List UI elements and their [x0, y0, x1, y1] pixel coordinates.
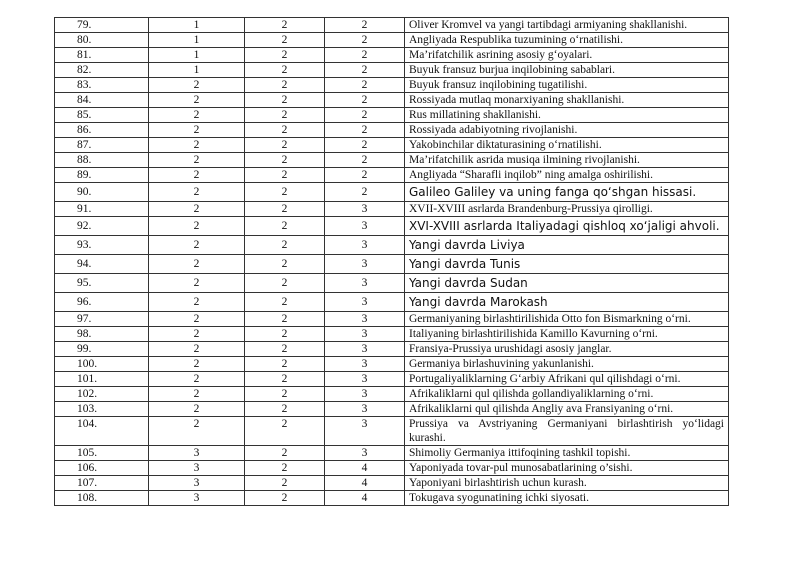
column-4-cell: 2	[325, 18, 405, 33]
column-3-cell: 2	[245, 48, 325, 63]
row-number-cell: 87.	[55, 138, 149, 153]
row-number-cell: 92.	[55, 217, 149, 236]
topic-cell: Shimoliy Germaniya ittifoqining tashkil topishi.	[405, 446, 729, 461]
column-2-cell: 2	[149, 217, 245, 236]
row-number-cell: 80.	[55, 33, 149, 48]
column-2-cell: 3	[149, 491, 245, 506]
column-3-cell: 2	[245, 18, 325, 33]
column-3-cell: 2	[245, 202, 325, 217]
topic-cell: Yakobinchilar diktaturasining o‘rnatilishi.	[405, 138, 729, 153]
table-row	[55, 63, 729, 78]
column-2-cell: 1	[149, 63, 245, 78]
table-row	[55, 342, 729, 357]
topic-cell: Yangi davrda Sudan	[405, 274, 729, 293]
row-number-cell: 107.	[55, 476, 149, 491]
column-4-cell: 2	[325, 153, 405, 168]
table-row	[55, 183, 729, 202]
table-row	[55, 48, 729, 63]
column-4-cell: 2	[325, 168, 405, 183]
table-row	[55, 402, 729, 417]
column-3-cell: 2	[245, 446, 325, 461]
topic-cell: Germaniya birlashuvining yakunlanishi.	[405, 357, 729, 372]
column-2-cell: 2	[149, 342, 245, 357]
table-row	[55, 93, 729, 108]
topic-cell: Portugaliyaliklarning G‘arbiy Afrikani qul qilishdagi o‘rni.	[405, 372, 729, 387]
column-3-cell: 2	[245, 123, 325, 138]
table-row	[55, 461, 729, 476]
column-3-cell: 2	[245, 327, 325, 342]
column-3-cell: 2	[245, 93, 325, 108]
column-2-cell: 2	[149, 108, 245, 123]
column-3-cell: 2	[245, 183, 325, 202]
row-number-cell: 89.	[55, 168, 149, 183]
table-row	[55, 446, 729, 461]
table-row	[55, 476, 729, 491]
column-2-cell: 2	[149, 183, 245, 202]
column-2-cell: 2	[149, 417, 245, 446]
topic-cell: Angliyada “Sharafli inqilob” ning amalga oshirilishi.	[405, 168, 729, 183]
topic-cell: Yangi davrda Liviya	[405, 236, 729, 255]
column-3-cell: 2	[245, 255, 325, 274]
table-row	[55, 153, 729, 168]
topic-cell: Yangi davrda Marokash	[405, 293, 729, 312]
topic-cell: Fransiya-Prussiya urushidagi asosiy janglar.	[405, 342, 729, 357]
row-number-cell: 93.	[55, 236, 149, 255]
column-3-cell: 2	[245, 168, 325, 183]
column-2-cell: 2	[149, 274, 245, 293]
table-row	[55, 274, 729, 293]
column-2-cell: 2	[149, 387, 245, 402]
column-2-cell: 2	[149, 293, 245, 312]
topic-cell: Germaniyaning birlashtirilishida Otto fon Bismarkning o‘rni.	[405, 312, 729, 327]
column-3-cell: 2	[245, 402, 325, 417]
row-number-cell: 102.	[55, 387, 149, 402]
column-3-cell: 2	[245, 293, 325, 312]
row-number-cell: 103.	[55, 402, 149, 417]
row-number-cell: 108.	[55, 491, 149, 506]
column-2-cell: 2	[149, 372, 245, 387]
column-3-cell: 2	[245, 153, 325, 168]
row-number-cell: 97.	[55, 312, 149, 327]
row-number-cell: 94.	[55, 255, 149, 274]
row-number-cell: 86.	[55, 123, 149, 138]
topic-cell: Ma’rifatchilik asrining asosiy g‘oyalari.	[405, 48, 729, 63]
column-3-cell: 2	[245, 63, 325, 78]
column-4-cell: 3	[325, 417, 405, 446]
topic-cell: Yaponiyani birlashtirish uchun kurash.	[405, 476, 729, 491]
table-row	[55, 168, 729, 183]
column-2-cell: 1	[149, 33, 245, 48]
table-row	[55, 78, 729, 93]
row-number-cell: 91.	[55, 202, 149, 217]
column-3-cell: 2	[245, 33, 325, 48]
column-3-cell: 2	[245, 274, 325, 293]
topic-cell: Yaponiyada tovar-pul munosabatlarining o’sishi.	[405, 461, 729, 476]
column-4-cell: 2	[325, 183, 405, 202]
column-2-cell: 2	[149, 236, 245, 255]
topic-cell: Afrikaliklarni qul qilishda gollandiyaliklarning o‘rni.	[405, 387, 729, 402]
column-4-cell: 3	[325, 274, 405, 293]
table-row	[55, 123, 729, 138]
row-number-cell: 81.	[55, 48, 149, 63]
column-3-cell: 2	[245, 217, 325, 236]
table-row	[55, 217, 729, 236]
column-4-cell: 3	[325, 312, 405, 327]
column-3-cell: 2	[245, 312, 325, 327]
row-number-cell: 83.	[55, 78, 149, 93]
column-3-cell: 2	[245, 138, 325, 153]
table-row	[55, 387, 729, 402]
column-3-cell: 2	[245, 476, 325, 491]
table-row	[55, 372, 729, 387]
topic-cell: Galileo Galiley va uning fanga qo‘shgan hissasi.	[405, 183, 729, 202]
table-row	[55, 202, 729, 217]
column-2-cell: 1	[149, 48, 245, 63]
topic-cell: Italiyaning birlashtirilishida Kamillo Kavurning o‘rni.	[405, 327, 729, 342]
column-4-cell: 3	[325, 387, 405, 402]
column-4-cell: 3	[325, 255, 405, 274]
column-4-cell: 3	[325, 202, 405, 217]
column-4-cell: 3	[325, 293, 405, 312]
column-2-cell: 1	[149, 18, 245, 33]
column-3-cell: 2	[245, 78, 325, 93]
row-number-cell: 82.	[55, 63, 149, 78]
table-row	[55, 255, 729, 274]
column-3-cell: 2	[245, 461, 325, 476]
table-row	[55, 108, 729, 123]
table-row	[55, 138, 729, 153]
topic-cell: Buyuk fransuz burjua inqilobining sabablari.	[405, 63, 729, 78]
row-number-cell: 85.	[55, 108, 149, 123]
column-3-cell: 2	[245, 387, 325, 402]
column-4-cell: 2	[325, 108, 405, 123]
column-4-cell: 3	[325, 446, 405, 461]
column-2-cell: 2	[149, 138, 245, 153]
topic-cell: Yangi davrda Tunis	[405, 255, 729, 274]
column-4-cell: 2	[325, 33, 405, 48]
column-4-cell: 3	[325, 236, 405, 255]
column-2-cell: 2	[149, 153, 245, 168]
table-row	[55, 33, 729, 48]
row-number-cell: 88.	[55, 153, 149, 168]
column-4-cell: 2	[325, 93, 405, 108]
column-4-cell: 3	[325, 357, 405, 372]
row-number-cell: 79.	[55, 18, 149, 33]
column-3-cell: 2	[245, 108, 325, 123]
column-2-cell: 2	[149, 202, 245, 217]
row-number-cell: 104.	[55, 417, 149, 446]
column-3-cell: 2	[245, 236, 325, 255]
row-number-cell: 95.	[55, 274, 149, 293]
column-4-cell: 2	[325, 123, 405, 138]
topic-cell: Afrikaliklarni qul qilishda Angliy ava Fransiyaning o‘rni.	[405, 402, 729, 417]
column-4-cell: 4	[325, 491, 405, 506]
row-number-cell: 96.	[55, 293, 149, 312]
topic-cell: Buyuk fransuz inqilobining tugatilishi.	[405, 78, 729, 93]
topics-table	[54, 17, 729, 506]
column-2-cell: 3	[149, 476, 245, 491]
topic-cell: Tokugava syogunatining ichki siyosati.	[405, 491, 729, 506]
table-row	[55, 357, 729, 372]
column-3-cell: 2	[245, 491, 325, 506]
table-row	[55, 417, 729, 446]
column-2-cell: 2	[149, 123, 245, 138]
topic-cell: Angliyada Respublika tuzumining o‘rnatilishi.	[405, 33, 729, 48]
column-2-cell: 2	[149, 255, 245, 274]
row-number-cell: 90.	[55, 183, 149, 202]
table-row	[55, 327, 729, 342]
topic-cell: Rossiyada mutlaq monarxiyaning shakllanishi.	[405, 93, 729, 108]
column-2-cell: 2	[149, 93, 245, 108]
column-2-cell: 2	[149, 402, 245, 417]
column-4-cell: 4	[325, 461, 405, 476]
column-3-cell: 2	[245, 357, 325, 372]
column-2-cell: 2	[149, 168, 245, 183]
column-2-cell: 3	[149, 461, 245, 476]
column-2-cell: 2	[149, 327, 245, 342]
row-number-cell: 98.	[55, 327, 149, 342]
column-2-cell: 3	[149, 446, 245, 461]
row-number-cell: 105.	[55, 446, 149, 461]
table-row	[55, 312, 729, 327]
column-2-cell: 2	[149, 357, 245, 372]
table-row	[55, 491, 729, 506]
row-number-cell: 84.	[55, 93, 149, 108]
row-number-cell: 100.	[55, 357, 149, 372]
topics-table-body	[55, 18, 729, 506]
column-3-cell: 2	[245, 417, 325, 446]
column-4-cell: 3	[325, 402, 405, 417]
column-4-cell: 2	[325, 63, 405, 78]
column-4-cell: 3	[325, 327, 405, 342]
column-4-cell: 2	[325, 78, 405, 93]
column-4-cell: 3	[325, 217, 405, 236]
column-4-cell: 3	[325, 372, 405, 387]
topic-cell: XVII-XVIII asrlarda Brandenburg-Prussiya qirolligi.	[405, 202, 729, 217]
topic-cell: Ma’rifatchilik asrida musiqa ilmining rivojlanishi.	[405, 153, 729, 168]
column-3-cell: 2	[245, 342, 325, 357]
column-2-cell: 2	[149, 312, 245, 327]
topic-cell: Rus millatining shakllanishi.	[405, 108, 729, 123]
row-number-cell: 106.	[55, 461, 149, 476]
column-3-cell: 2	[245, 372, 325, 387]
topic-cell: Oliver Kromvel va yangi tartibdagi armiyaning shakllanishi.	[405, 18, 729, 33]
column-4-cell: 4	[325, 476, 405, 491]
column-2-cell: 2	[149, 78, 245, 93]
column-4-cell: 3	[325, 342, 405, 357]
topic-cell: XVI-XVIII asrlarda Italiyadagi qishloq xo‘jaligi ahvoli.	[405, 217, 729, 236]
table-row	[55, 18, 729, 33]
table-row	[55, 293, 729, 312]
row-number-cell: 99.	[55, 342, 149, 357]
topic-cell: Prussiya va Avstriyaning Germaniyani birlashtirish yo‘lidagi kurashi.	[405, 417, 729, 446]
row-number-cell: 101.	[55, 372, 149, 387]
topic-cell: Rossiyada adabiyotning rivojlanishi.	[405, 123, 729, 138]
column-4-cell: 2	[325, 48, 405, 63]
table-row	[55, 236, 729, 255]
column-4-cell: 2	[325, 138, 405, 153]
